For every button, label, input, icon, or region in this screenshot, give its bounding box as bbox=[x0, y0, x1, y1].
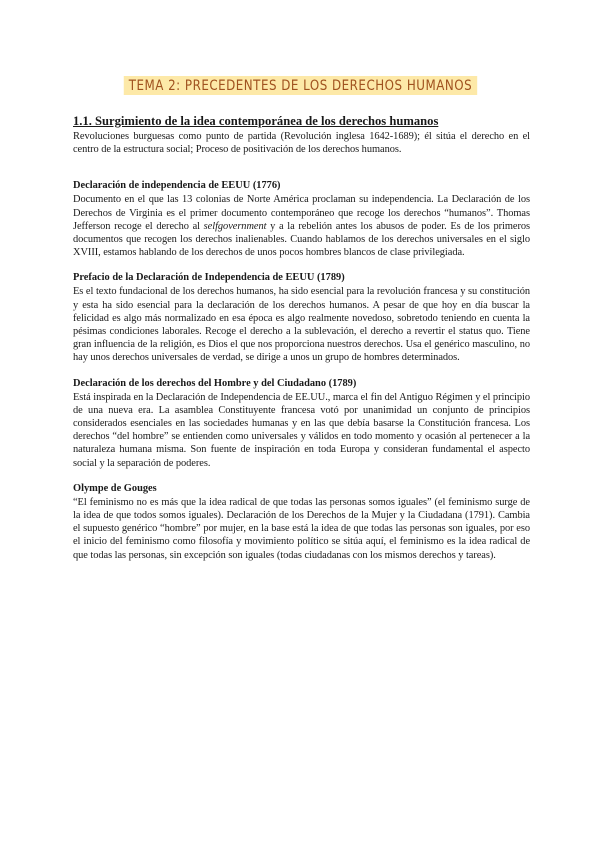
block-declaracion-hombre bbox=[73, 377, 530, 470]
block-olympe-de-gouges bbox=[73, 482, 530, 562]
block-text bbox=[73, 193, 530, 259]
block-heading: Declaración de independencia de EEUU (1776) bbox=[73, 180, 281, 192]
block-text: Es el texto fundacional de los derechos humanos, ha sido esencial para la revolución francesa y su constitución y esta ha sido esencial para la declaración de los derechos humanos. A pesar de que hoy en día buscar la felicidad es algo más normalizado en esa época es algo realmente novedoso, sobretodo teniendo en cuenta la pésimas condiciones laborales. Recoge el derecho a la sublevación, el derecho a revertir el status quo. Tiene gran influencia de la religión, es Dios el que nos proporciona nuestros derechos. Usa el genérico masculino, no hay unos derechos universales de verdad, se dirige a unos un grupo de hombres determinados. bbox=[73, 286, 530, 364]
block-text: Está inspirada en la Declaración de Independencia de EE.UU., marca el fin del Antiguo Régimen y el principio de una nueva era. La asamblea Constituyente francesa votó por unanimidad un conjunto de principios considerados esenciales en las sociedades humanas y en las que debía basarse la Constitución francesa. Los derechos “del hombre” se entienden como universales y válidos en todo momento y ocasión al pertenecer a la naturaleza humana misma. Son fuente de inspiración en toda Europa y consideran fundamental el aspecto social y la separación de poderes. bbox=[73, 391, 530, 469]
block-text-emphasis: selfgovernment bbox=[203, 220, 267, 232]
title-wrapper bbox=[0, 76, 600, 95]
block-heading: Declaración de los derechos del Hombre y del Ciudadano (1789) bbox=[73, 377, 357, 389]
block-text-part: Documento en el que las 13 colonias de Norte América proclaman su independencia. La Declaración de los Derechos de Virginia es el primer documento contemporáneo que recoge los derechos “humanos”. Thomas Jefferson recoge el derecho al bbox=[73, 194, 530, 232]
document-content bbox=[73, 113, 530, 562]
block-text: “El feminismo no es más que la idea radical de que todas las personas somos iguales” (el feminismo surge de la idea de que todos somos iguales). Declaración de los Derechos de la Mujer y la Ciudadana (1791). Cambia el supuesto genérico “hombre” por mujer, en la base está la idea de que todas las personas son iguales, por eso el inicio del feminismo como filosofía y movimiento político se sitúa aquí, el feminismo es la idea radical de que todas las personas, sin excepción son iguales (todas ciudadanas con los mismos derechos y tareas). bbox=[73, 496, 530, 561]
block-declaracion-independencia bbox=[73, 179, 530, 259]
block-prefacio bbox=[73, 271, 530, 364]
block-heading: Prefacio de la Declaración de Independencia de EEUU (1789) bbox=[73, 272, 345, 284]
section-intro: Revoluciones burguesas como punto de partida (Revolución inglesa 1642-1689); él sitúa el derecho en el centro de la estructura social; Proceso de positivación de los derechos humanos. bbox=[73, 131, 530, 156]
section-heading: 1.1. Surgimiento de la idea contemporánea de los derechos humanos bbox=[73, 114, 439, 128]
block-text-part: y a la rebelión antes los abusos de poder. Es de los primeros documentos que recogen los derechos inalienables. Cuando hablamos de los derechos universales en el siglo XVIII, estamos hablando de los derechos de unos pocos hombres blancos de clase privilegiada. bbox=[73, 220, 530, 259]
block-heading: Olympe de Gouges bbox=[73, 482, 157, 494]
page-title: TEMA 2: PRECEDENTES DE LOS DERECHOS HUMANOS bbox=[123, 76, 476, 95]
